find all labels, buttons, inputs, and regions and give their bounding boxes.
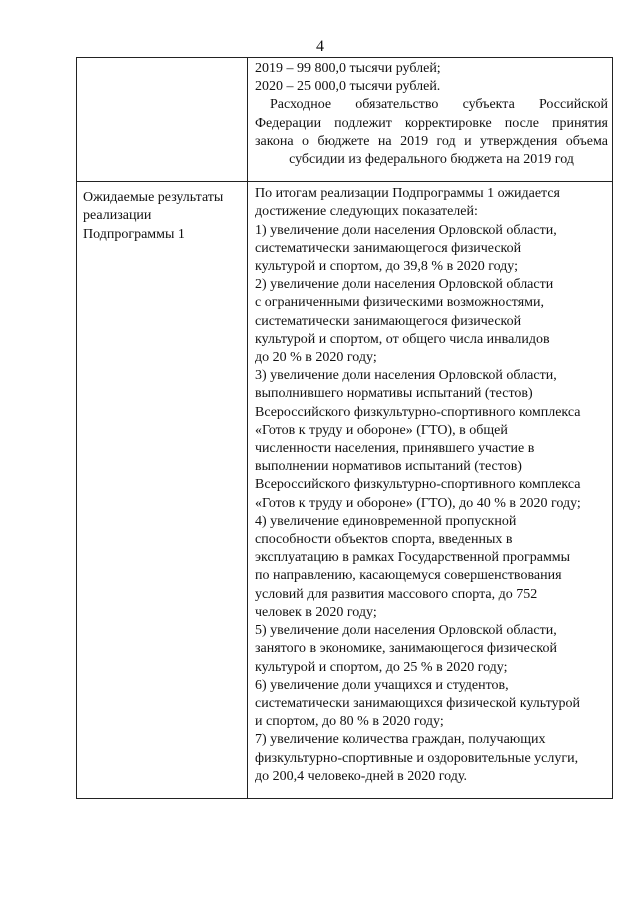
table-row-results [77,182,613,799]
results-line: Всероссийского физкультурно-спортивного комплекса [255,404,581,420]
results-line: 3) увеличение доли населения Орловской области, [255,368,557,384]
funding-note-line: субсидии из федерального бюджета на 2019 год [289,152,574,168]
results-line: и спортом, до 80 % в 2020 году; [255,714,444,730]
results-content-cell [248,182,613,799]
results-label-line: Ожидаемые результаты [83,190,224,206]
results-line: Всероссийского физкультурно-спортивного комплекса [255,477,581,493]
passport-table [76,57,613,799]
funding-note-line: закона о бюджете на 2019 год и утверждения объема [255,133,608,149]
results-line: выполнившего нормативы испытаний (тестов) [255,386,533,402]
results-list [255,185,608,786]
results-line: систематически занимающихся физической культурой [255,695,581,711]
results-line: 6) увеличение доли учащихся и студентов, [255,677,509,693]
results-line: «Готов к труду и обороне» (ГТО), до 40 % в 2020 году; [255,495,581,511]
results-line: По итогам реализации Подпрограммы 1 ожидается [255,186,560,202]
results-line: «Готов к труду и обороне» (ГТО), в общей [255,422,508,438]
results-line: человек в 2020 году; [255,604,377,620]
results-line: систематически занимающегося физической [255,240,522,256]
results-line: систематически занимающегося физической [255,313,522,329]
results-label-line: Подпрограммы 1 [83,226,185,242]
results-line: до 200,4 человеко-дней в 2020 году. [255,768,468,784]
results-line: выполнении нормативов испытаний (тестов) [255,459,522,475]
results-line: с ограниченными физическими возможностями, [255,295,545,311]
results-line: 4) увеличение единовременной пропускной [255,513,517,529]
results-line: способности объектов спорта, введенных в [255,532,513,548]
results-line: занятого в экономике, занимающегося физической [255,641,557,657]
funding-content-cell [248,58,613,182]
results-line: 5) увеличение доли населения Орловской области, [255,623,557,639]
results-line: по направлению, касающемуся совершенствования [255,568,562,584]
results-line: 1) увеличение доли населения Орловской области, [255,222,557,238]
funding-note-line: Расходное обязательство субъекта Российской [270,97,608,113]
funding-line-2020: 2020 – 25 000,0 тысячи рублей. [255,79,441,95]
results-line: культурой и спортом, от общего числа инвалидов [255,331,550,347]
funding-note-line: Федерации подлежит корректировке после принятия [255,115,608,131]
results-line: культурой и спортом, до 25 % в 2020 году; [255,659,508,675]
results-line: численности населения, принявшего участие в [255,441,535,457]
results-label-line: реализации [83,208,152,224]
results-line: культурой и спортом, до 39,8 % в 2020 году; [255,259,519,275]
results-label-cell [77,182,248,799]
results-line: 2) увеличение доли населения Орловской области [255,277,554,293]
page-number: 4 [316,38,324,55]
results-line: эксплуатацию в рамках Государственной программы [255,550,571,566]
table-row-funding [77,58,613,182]
results-line: достижение следующих показателей: [255,204,478,220]
results-line: физкультурно-спортивные и оздоровительные услуги, [255,750,579,766]
results-line: до 20 % в 2020 году; [255,350,377,366]
funding-line-2019: 2019 – 99 800,0 тысячи рублей; [255,61,441,76]
results-line: 7) увеличение количества граждан, получающих [255,732,546,748]
funding-label-cell [77,58,248,182]
results-line: условий для развития массового спорта, до 752 [255,586,538,602]
